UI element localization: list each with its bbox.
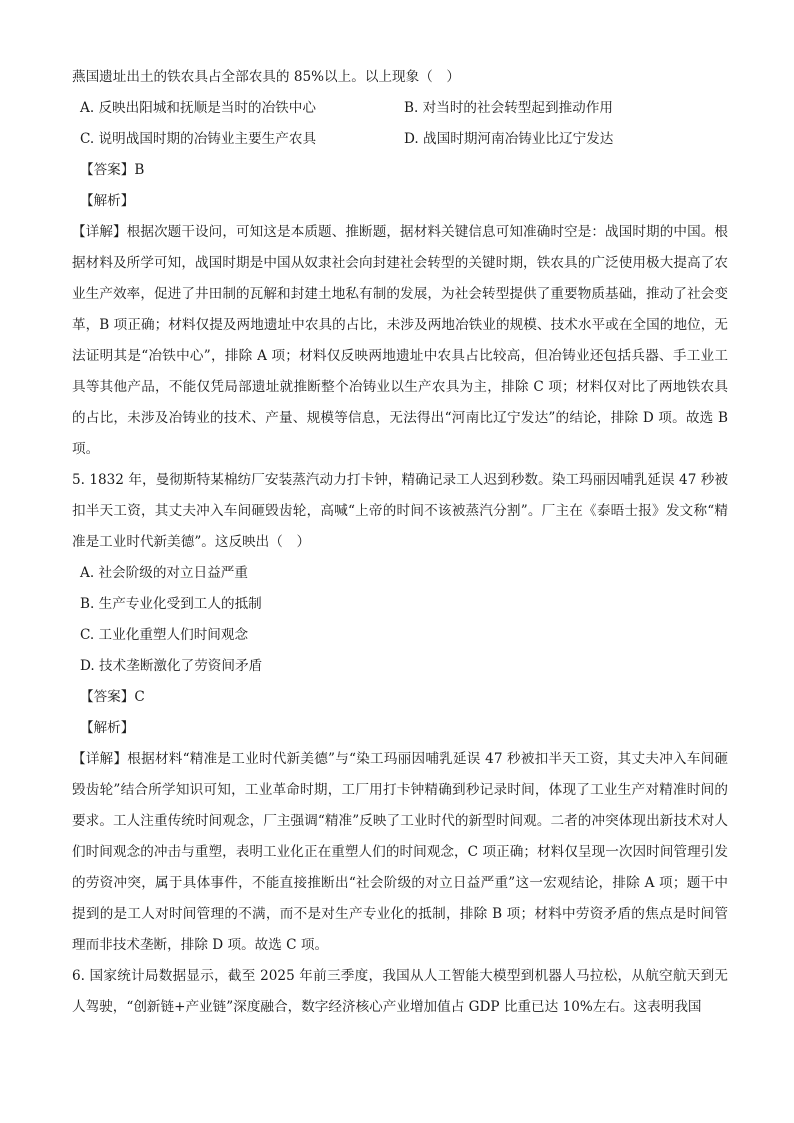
q4-options-row-1 xyxy=(72,93,728,124)
q4-option-d: D. 战国时期河南冶铸业比辽宁发达 xyxy=(404,131,614,147)
q5-option-b: B. 生产专业化受到工人的抵制 xyxy=(80,596,262,612)
q5-detail: 【详解】根据材料“精准是工业时代新美德”与“染工玛丽因哺乳延误 47 秒被扣半天工资，其丈夫冲入车间砸毁齿轮”结合所学知识可知，工业革命时期，工厂用打卡钟精确到秒记录时间，体现了工业生产对精准时间的要求。工人注重传统时间观念，厂主强调“精准”反映了工业时代的新型时间观。二者的冲突体现出新技术对人们时间观念的冲击与重塑，表明工业化正在重塑人们的时间观念，C 项正确；材料仅呈现一次因时间管理引发的劳资冲突，属于具体事件，不能直接推断出“社会阶级的对立日益严重”这一宏观结论，排除 A 项；题干中提到的是工人对时间管理的不满，而不是对生产专业化的抵制，排除 B 项；材料中劳资矛盾的焦点是时间管理而非技术垄断，排除 D 项。故选 C 项。 xyxy=(72,751,728,953)
q5-option-d: D. 技术垄断激化了劳资间矛盾 xyxy=(80,658,263,674)
q5-option-c: C. 工业化重塑人们时间观念 xyxy=(80,627,249,643)
q4-stem-tail: 燕国遗址出土的铁农具占全部农具的 85%以上。以上现象（ ） xyxy=(72,69,460,85)
q4-detail: 【详解】根据次题干设问，可知这是本质题、推断题，据材料关键信息可知准确时空是：战国时期的中国。根据材料及所学可知，战国时期是中国从奴隶社会向封建社会转型的关键时期，铁农具的广泛使用极大提高了农业生产效率，促进了井田制的瓦解和封建土地私有制的发展，为社会转型提供了重要物质基础，推动了社会变革，B 项正确；材料仅提及两地遗址中农具的占比，未涉及两地冶铁业的规模、技术水平或在全国的地位，无法证明其是“冶铁中心”，排除 A 项；材料仅反映两地遗址中农具占比较高，但冶铸业还包括兵器、手工业工具等其他产品，不能仅凭局部遗址就推断整个冶铸业以生产农具为主，排除 C 项；材料仅对比了两地铁农具的占比，未涉及冶铸业的技术、产量、规模等信息，无法得出“河南比辽宁发达”的结论，排除 D 项。故选 B 项。 xyxy=(72,224,728,457)
q4-option-b: B. 对当时的社会转型起到推动作用 xyxy=(404,100,613,116)
q4-option-a: A. 反映出阳城和抚顺是当时的冶铁中心 xyxy=(80,100,316,116)
document-page xyxy=(72,62,728,1023)
q4-answer: 【答案】B xyxy=(80,162,145,178)
q5-stem: 5. 1832 年，曼彻斯特某棉纺厂安装蒸汽动力打卡钟，精确记录工人迟到秒数。染工玛丽因哺乳延误 47 秒被扣半天工资，其丈夫冲入车间砸毁齿轮，高喊“上帝的时间不该被蒸汽分割”。厂主在《泰晤士报》发文称“精准是工业时代新美德”。这反映出（ ） xyxy=(72,472,728,550)
q5-answer: 【答案】C xyxy=(80,689,145,705)
q5-option-a: A. 社会阶级的对立日益严重 xyxy=(80,565,248,581)
q4-options-row-2 xyxy=(72,124,728,155)
q4-option-c: C. 说明战国时期的冶铸业主要生产农具 xyxy=(80,131,317,147)
q6-stem: 6. 国家统计局数据显示，截至 2025 年前三季度，我国从人工智能大模型到机器人马拉松，从航空航天到无人驾驶，“创新链+产业链”深度融合，数字经济核心产业增加值占 GDP 比重已达 10%左右。这表明我国 xyxy=(72,968,728,1015)
q4-analysis-label: 【解析】 xyxy=(80,193,135,209)
q5-analysis-label: 【解析】 xyxy=(80,720,135,736)
